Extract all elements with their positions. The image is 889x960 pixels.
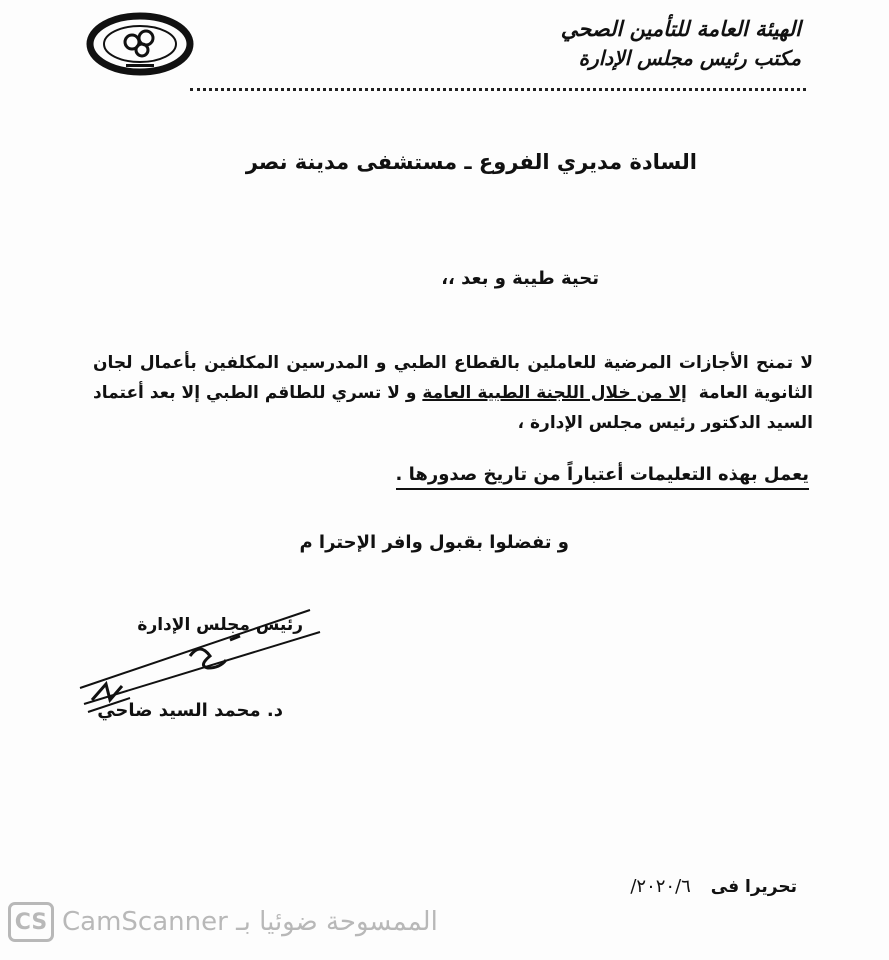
- instruction: [396, 464, 809, 485]
- signature-title: رئيس مجلس الإدارة: [137, 615, 303, 635]
- body-part-1: لا تمنح الأجازات المرضية للعاملين بالقطاع الطبي و المدرسين المكلفين بأعمال لجان الثانوية العامة: [93, 353, 813, 403]
- watermark-text: CamScanner الممسوحة ضوئيا بـ: [62, 907, 438, 937]
- header-divider: [190, 88, 806, 91]
- greeting: تحية طيبة و بعد ،،: [441, 268, 599, 289]
- instruction-text: يعمل بهذه التعليمات أعتباراً من تاريخ صدورها .: [396, 464, 809, 490]
- camscanner-watermark: [8, 902, 438, 942]
- letterhead: [461, 14, 801, 72]
- org-name: الهيئة العامة للتأمين الصحي: [560, 16, 801, 41]
- camscanner-logo-icon: CS: [8, 902, 54, 942]
- signatory-name: د. محمد السيد ضاحي: [97, 700, 283, 721]
- health-insurance-logo-icon: [86, 12, 194, 76]
- closing: و تفضلوا بقبول وافر الإحترا م: [299, 532, 569, 553]
- body-part-2: و لا تسري للطاقم الطبي إلا بعد أعتماد السيد الدكتور رئيس مجلس الإدارة ،: [93, 383, 813, 433]
- office-name: مكتب رئيس مجلس الإدارة: [578, 46, 801, 70]
- letter-body: [93, 348, 813, 438]
- date-line: [630, 876, 797, 897]
- addressee: السادة مديري الفروع ـ مستشفى مدينة نصر: [245, 150, 697, 174]
- date-label: تحريرا فى: [710, 877, 797, 897]
- body-underlined: إلا من خلال اللجنة الطبية العامة: [422, 383, 687, 403]
- date-value: ٢٠٢٠/٦/: [630, 876, 691, 897]
